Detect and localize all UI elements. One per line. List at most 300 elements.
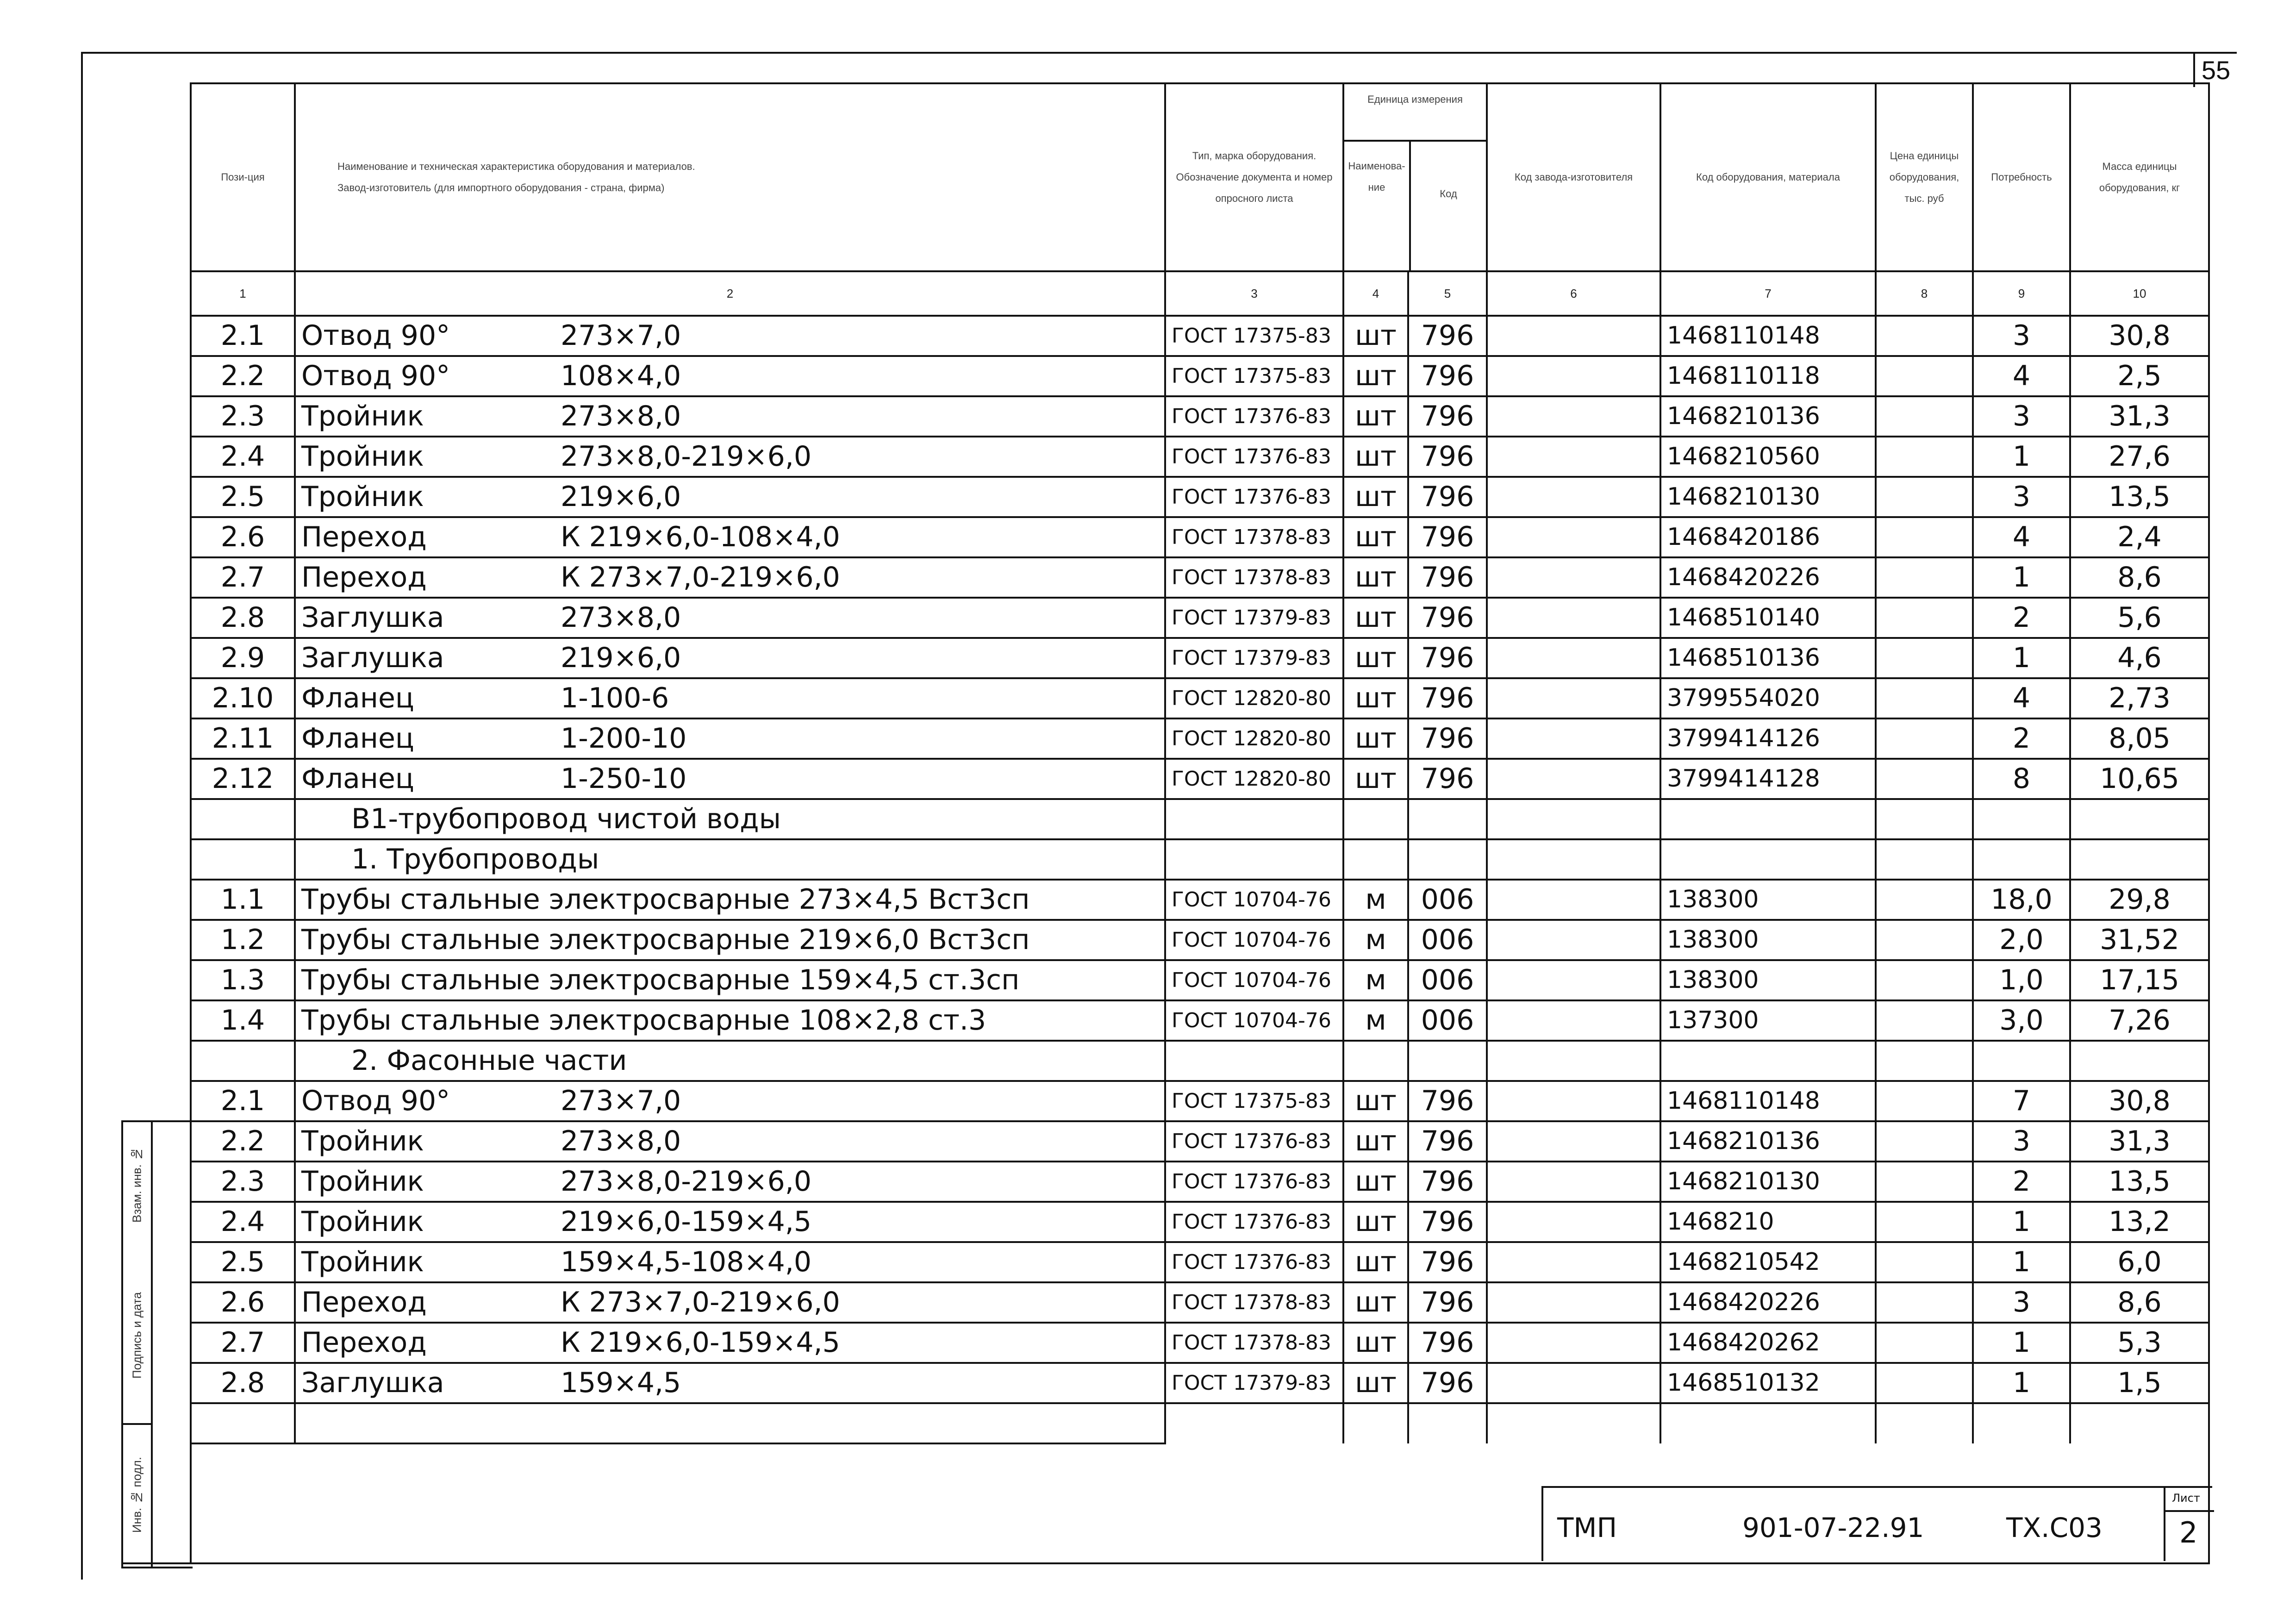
empty-cell bbox=[1487, 356, 1660, 396]
cell-pos: 2.11 bbox=[191, 718, 295, 759]
item-name-cell bbox=[295, 1162, 1165, 1202]
cell-qty: 4 bbox=[1973, 356, 2070, 396]
cell-unit: шт bbox=[1343, 1363, 1408, 1403]
cell-mass: 7,26 bbox=[2070, 1000, 2209, 1041]
empty-cell bbox=[1487, 316, 1660, 356]
empty-cell bbox=[1487, 718, 1660, 759]
empty-cell bbox=[1876, 638, 1973, 678]
item-name: Трубы стальные электросварные 273×4,5 Вст3сп bbox=[301, 883, 1030, 916]
cell-gost: ГОСТ 17376-83 bbox=[1165, 477, 1343, 517]
cell-gost: ГОСТ 17378-83 bbox=[1165, 557, 1343, 598]
sheet-label: Лист bbox=[2172, 1492, 2200, 1505]
cell-ocode: 1468420226 bbox=[1660, 557, 1876, 598]
column-number: 2 bbox=[295, 271, 1165, 316]
item-name-cell bbox=[295, 718, 1165, 759]
cell-ocode: 3799414128 bbox=[1660, 759, 1876, 799]
cell-ocode: 1468510136 bbox=[1660, 638, 1876, 678]
empty-cell bbox=[1165, 1041, 1343, 1081]
empty-cell bbox=[1487, 1081, 1660, 1121]
header-unit-group bbox=[1343, 83, 1487, 271]
cell-mass: 13,2 bbox=[2070, 1202, 2209, 1242]
cell-qty: 1 bbox=[1973, 638, 2070, 678]
cell-unit: шт bbox=[1343, 356, 1408, 396]
column-number: 9 bbox=[1973, 271, 2070, 316]
cell-gost: ГОСТ 17378-83 bbox=[1165, 1323, 1343, 1363]
item-size: К 219×6,0-159×4,5 bbox=[561, 1326, 840, 1359]
item-name-cell bbox=[295, 437, 1165, 477]
empty-cell bbox=[1487, 477, 1660, 517]
item-name-cell bbox=[295, 1323, 1165, 1363]
empty-cell bbox=[1487, 1242, 1660, 1282]
cell-code: 796 bbox=[1408, 759, 1487, 799]
empty-cell bbox=[1660, 839, 1876, 880]
empty-cell bbox=[1408, 799, 1487, 839]
cell-pos: 2.2 bbox=[191, 356, 295, 396]
cell-unit: м bbox=[1343, 880, 1408, 920]
item-size: 273×8,0 bbox=[561, 1125, 681, 1157]
empty-cell bbox=[2070, 1403, 2209, 1443]
cell-pos: 2.8 bbox=[191, 598, 295, 638]
blank-row bbox=[191, 1403, 2209, 1443]
outer-frame-top bbox=[81, 52, 2196, 54]
sheet-divider bbox=[2165, 1510, 2214, 1512]
item-name-cell bbox=[295, 880, 1165, 920]
empty-cell bbox=[191, 799, 295, 839]
cell-unit: шт bbox=[1343, 316, 1408, 356]
cell-mass: 5,3 bbox=[2070, 1323, 2209, 1363]
cell-code: 796 bbox=[1408, 1121, 1487, 1162]
item-name: Заглушка bbox=[301, 1367, 444, 1399]
cell-pos: 2.5 bbox=[191, 477, 295, 517]
empty-cell bbox=[1660, 1403, 1876, 1443]
item-name-cell bbox=[295, 477, 1165, 517]
empty-cell bbox=[1973, 839, 2070, 880]
empty-cell bbox=[1487, 880, 1660, 920]
cell-qty: 1 bbox=[1973, 437, 2070, 477]
cell-gost: ГОСТ 17378-83 bbox=[1165, 517, 1343, 557]
outer-frame-left bbox=[81, 52, 83, 1580]
cell-mass: 31,3 bbox=[2070, 1121, 2209, 1162]
item-size: 219×6,0 bbox=[561, 481, 681, 513]
item-size: 273×7,0 bbox=[561, 1085, 681, 1117]
item-name: Отвод 90° bbox=[301, 319, 450, 352]
cell-gost: ГОСТ 10704-76 bbox=[1165, 880, 1343, 920]
cell-pos: 1.3 bbox=[191, 960, 295, 1000]
cell-code: 796 bbox=[1408, 1282, 1487, 1323]
empty-cell bbox=[1487, 557, 1660, 598]
column-number: 7 bbox=[1660, 271, 1876, 316]
item-name-cell bbox=[295, 557, 1165, 598]
column-number: 6 bbox=[1487, 271, 1660, 316]
cell-ocode: 1468210136 bbox=[1660, 396, 1876, 437]
empty-cell bbox=[1487, 598, 1660, 638]
cell-unit: шт bbox=[1343, 718, 1408, 759]
title-block-doc: ТХ.С03 bbox=[2006, 1512, 2103, 1543]
cell-code: 796 bbox=[1408, 598, 1487, 638]
sheet-number: 2 bbox=[2179, 1516, 2198, 1549]
empty-cell bbox=[1973, 1041, 2070, 1081]
column-number: 1 bbox=[191, 271, 295, 316]
cell-code: 796 bbox=[1408, 1363, 1487, 1403]
title-block-prefix: ТМП bbox=[1557, 1512, 1617, 1543]
cell-unit: м bbox=[1343, 960, 1408, 1000]
empty-cell bbox=[1343, 799, 1408, 839]
item-size: 273×7,0 bbox=[561, 319, 681, 352]
cell-qty: 3 bbox=[1973, 477, 2070, 517]
empty-cell bbox=[2070, 799, 2209, 839]
cell-unit: шт bbox=[1343, 759, 1408, 799]
empty-cell bbox=[1876, 437, 1973, 477]
cell-ocode: 138300 bbox=[1660, 960, 1876, 1000]
header-mass: Масса единицы оборудования, кг bbox=[2070, 83, 2209, 271]
cell-qty: 2,0 bbox=[1973, 920, 2070, 960]
cell-qty: 1 bbox=[1973, 1323, 2070, 1363]
cell-gost: ГОСТ 12820-80 bbox=[1165, 678, 1343, 718]
item-name: Заглушка bbox=[301, 601, 444, 634]
cell-qty: 1 bbox=[1973, 1202, 2070, 1242]
table-row bbox=[191, 1323, 2209, 1363]
cell-pos: 2.7 bbox=[191, 1323, 295, 1363]
table-row bbox=[191, 960, 2209, 1000]
cell-code: 006 bbox=[1408, 960, 1487, 1000]
item-name: Фланец bbox=[301, 682, 414, 714]
column-number: 8 bbox=[1876, 271, 1973, 316]
item-size: 1-100-6 bbox=[561, 682, 669, 714]
section-row bbox=[191, 839, 2209, 880]
item-name: Тройник bbox=[301, 440, 424, 473]
cell-mass: 17,15 bbox=[2070, 960, 2209, 1000]
header-quantity: Потребность bbox=[1973, 83, 2070, 271]
cell-qty: 3 bbox=[1973, 1121, 2070, 1162]
cell-qty: 3,0 bbox=[1973, 1000, 2070, 1041]
cell-gost: ГОСТ 17376-83 bbox=[1165, 1242, 1343, 1282]
header-unit-code: Код bbox=[1440, 188, 1457, 200]
cell-qty: 4 bbox=[1973, 517, 2070, 557]
item-name: Отвод 90° bbox=[301, 1085, 450, 1117]
empty-cell bbox=[1876, 678, 1973, 718]
column-number: 4 bbox=[1343, 271, 1408, 316]
item-name: Тройник bbox=[301, 1165, 424, 1198]
cell-qty: 1 bbox=[1973, 1242, 2070, 1282]
specification-table bbox=[190, 82, 2210, 1444]
cell-code: 796 bbox=[1408, 477, 1487, 517]
cell-ocode: 137300 bbox=[1660, 1000, 1876, 1041]
column-number: 5 bbox=[1408, 271, 1487, 316]
cell-code: 796 bbox=[1408, 718, 1487, 759]
cell-ocode: 1468210 bbox=[1660, 1202, 1876, 1242]
cell-mass: 1,5 bbox=[2070, 1363, 2209, 1403]
table-row bbox=[191, 638, 2209, 678]
cell-ocode: 1468210542 bbox=[1660, 1242, 1876, 1282]
item-name-cell bbox=[295, 598, 1165, 638]
cell-qty: 3 bbox=[1973, 396, 2070, 437]
side-stamp-field: Подпись и дата bbox=[123, 1247, 151, 1425]
item-name-cell bbox=[295, 960, 1165, 1000]
empty-cell bbox=[1343, 839, 1408, 880]
item-size: 219×6,0 bbox=[561, 642, 681, 674]
empty-cell bbox=[2070, 1041, 2209, 1081]
item-name: Тройник bbox=[301, 400, 424, 432]
cell-ocode: 3799414126 bbox=[1660, 718, 1876, 759]
empty-cell bbox=[1487, 920, 1660, 960]
page-number: 55 bbox=[2193, 52, 2237, 87]
cell-unit: м bbox=[1343, 1000, 1408, 1041]
cell-pos: 2.9 bbox=[191, 638, 295, 678]
cell-ocode: 1468420186 bbox=[1660, 517, 1876, 557]
item-size: 273×8,0-219×6,0 bbox=[561, 440, 812, 473]
cell-gost: ГОСТ 17379-83 bbox=[1165, 638, 1343, 678]
empty-cell bbox=[1876, 880, 1973, 920]
table-row bbox=[191, 1162, 2209, 1202]
empty-cell bbox=[1487, 960, 1660, 1000]
item-name-cell bbox=[295, 1000, 1165, 1041]
cell-mass: 8,6 bbox=[2070, 1282, 2209, 1323]
cell-gost: ГОСТ 17376-83 bbox=[1165, 1121, 1343, 1162]
cell-mass: 5,6 bbox=[2070, 598, 2209, 638]
cell-pos: 2.7 bbox=[191, 557, 295, 598]
empty-cell bbox=[1876, 557, 1973, 598]
item-name-cell bbox=[295, 517, 1165, 557]
cell-code: 796 bbox=[1408, 356, 1487, 396]
cell-ocode: 1468110118 bbox=[1660, 356, 1876, 396]
empty-cell bbox=[1487, 1403, 1660, 1443]
item-name: Трубы стальные электросварные 219×6,0 Вст3сп bbox=[301, 924, 1030, 956]
cell-ocode: 1468210130 bbox=[1660, 1162, 1876, 1202]
table-row bbox=[191, 517, 2209, 557]
cell-code: 796 bbox=[1408, 1081, 1487, 1121]
empty-cell bbox=[1876, 960, 1973, 1000]
cell-pos: 1.1 bbox=[191, 880, 295, 920]
empty-cell bbox=[1660, 799, 1876, 839]
cell-gost: ГОСТ 12820-80 bbox=[1165, 718, 1343, 759]
cell-mass: 31,52 bbox=[2070, 920, 2209, 960]
empty-cell bbox=[1876, 1041, 1973, 1081]
cell-pos: 1.4 bbox=[191, 1000, 295, 1041]
empty-cell bbox=[1487, 839, 1660, 880]
empty-cell bbox=[1408, 839, 1487, 880]
cell-mass: 27,6 bbox=[2070, 437, 2209, 477]
empty-cell bbox=[1487, 799, 1660, 839]
empty-cell bbox=[1487, 1282, 1660, 1323]
empty-cell bbox=[1487, 1363, 1660, 1403]
header-position: Пози-ция bbox=[191, 83, 295, 271]
item-name-cell bbox=[295, 759, 1165, 799]
section-title: В1-трубопровод чистой воды bbox=[295, 799, 1165, 839]
item-size: 219×6,0-159×4,5 bbox=[561, 1206, 812, 1238]
cell-ocode: 1468210560 bbox=[1660, 437, 1876, 477]
cell-qty: 1 bbox=[1973, 1363, 2070, 1403]
item-name: Трубы стальные электросварные 108×2,8 ст.3 bbox=[301, 1004, 986, 1037]
item-name-cell bbox=[295, 1121, 1165, 1162]
item-name: Тройник bbox=[301, 1125, 424, 1157]
empty-cell bbox=[1487, 1041, 1660, 1081]
cell-ocode: 1468210130 bbox=[1660, 477, 1876, 517]
item-size: 159×4,5 bbox=[561, 1367, 681, 1399]
empty-cell bbox=[2070, 839, 2209, 880]
empty-cell bbox=[1876, 396, 1973, 437]
cell-unit: шт bbox=[1343, 1081, 1408, 1121]
cell-gost: ГОСТ 17376-83 bbox=[1165, 396, 1343, 437]
column-number: 3 bbox=[1165, 271, 1343, 316]
empty-cell bbox=[1165, 1403, 1343, 1443]
empty-cell bbox=[1343, 1403, 1408, 1443]
cell-pos: 2.5 bbox=[191, 1242, 295, 1282]
empty-cell bbox=[1876, 1162, 1973, 1202]
item-size: 273×8,0 bbox=[561, 400, 681, 432]
cell-pos: 2.4 bbox=[191, 1202, 295, 1242]
cell-ocode: 1468210136 bbox=[1660, 1121, 1876, 1162]
cell-pos: 2.12 bbox=[191, 759, 295, 799]
table-row bbox=[191, 718, 2209, 759]
table-row bbox=[191, 880, 2209, 920]
cell-gost: ГОСТ 17375-83 bbox=[1165, 356, 1343, 396]
table-row bbox=[191, 1363, 2209, 1403]
empty-cell bbox=[1487, 638, 1660, 678]
table-row bbox=[191, 437, 2209, 477]
empty-cell bbox=[1487, 1202, 1660, 1242]
cell-mass: 10,65 bbox=[2070, 759, 2209, 799]
empty-cell bbox=[1165, 799, 1343, 839]
cell-qty: 1 bbox=[1973, 557, 2070, 598]
empty-cell bbox=[1876, 517, 1973, 557]
empty-cell bbox=[1876, 839, 1973, 880]
empty-cell bbox=[1973, 799, 2070, 839]
empty-cell bbox=[1487, 437, 1660, 477]
header-name-line1: Наименование и техническая характеристика оборудования и материалов. bbox=[337, 161, 695, 172]
header-type: Тип, марка оборудования. Обозначение документа и номер опросного листа bbox=[1165, 83, 1343, 271]
cell-code: 796 bbox=[1408, 1202, 1487, 1242]
empty-cell bbox=[191, 1403, 295, 1443]
cell-gost: ГОСТ 12820-80 bbox=[1165, 759, 1343, 799]
cell-pos: 2.4 bbox=[191, 437, 295, 477]
item-name-cell bbox=[295, 396, 1165, 437]
header-name-line2: Завод-изготовитель (для импортного оборудования - страна, фирма) bbox=[337, 182, 665, 194]
empty-cell bbox=[1876, 1121, 1973, 1162]
empty-cell bbox=[1487, 396, 1660, 437]
cell-gost: ГОСТ 17375-83 bbox=[1165, 316, 1343, 356]
section-title: 2. Фасонные части bbox=[295, 1041, 1165, 1081]
item-name: Фланец bbox=[301, 722, 414, 755]
section-row bbox=[191, 799, 2209, 839]
side-stamp-field: Взам. инв. № bbox=[130, 1147, 144, 1223]
item-name: Тройник bbox=[301, 1206, 424, 1238]
title-block bbox=[1541, 1486, 2212, 1561]
empty-cell bbox=[1876, 1081, 1973, 1121]
cell-code: 006 bbox=[1408, 880, 1487, 920]
table-row bbox=[191, 920, 2209, 960]
cell-unit: шт bbox=[1343, 557, 1408, 598]
item-size: 1-200-10 bbox=[561, 722, 687, 755]
cell-gost: ГОСТ 10704-76 bbox=[1165, 920, 1343, 960]
cell-code: 796 bbox=[1408, 396, 1487, 437]
section-row bbox=[191, 1041, 2209, 1081]
cell-code: 796 bbox=[1408, 316, 1487, 356]
item-name: Отвод 90° bbox=[301, 360, 450, 392]
frame-bottom bbox=[121, 1562, 2210, 1564]
item-name: Тройник bbox=[301, 481, 424, 513]
cell-gost: ГОСТ 10704-76 bbox=[1165, 1000, 1343, 1041]
empty-cell bbox=[1876, 477, 1973, 517]
empty-cell bbox=[295, 1403, 1165, 1443]
cell-mass: 4,6 bbox=[2070, 638, 2209, 678]
empty-cell bbox=[1876, 316, 1973, 356]
cell-mass: 6,0 bbox=[2070, 1242, 2209, 1282]
empty-cell bbox=[1487, 1323, 1660, 1363]
item-size: 273×8,0 bbox=[561, 601, 681, 634]
cell-ocode: 1468110148 bbox=[1660, 1081, 1876, 1121]
item-name-cell bbox=[295, 1081, 1165, 1121]
table-row bbox=[191, 356, 2209, 396]
empty-cell bbox=[1487, 1162, 1660, 1202]
cell-unit: шт bbox=[1343, 477, 1408, 517]
table-row bbox=[191, 557, 2209, 598]
cell-qty: 18,0 bbox=[1973, 880, 2070, 920]
cell-pos: 2.6 bbox=[191, 1282, 295, 1323]
empty-cell bbox=[1876, 718, 1973, 759]
table-row bbox=[191, 1282, 2209, 1323]
cell-mass: 2,73 bbox=[2070, 678, 2209, 718]
cell-qty: 2 bbox=[1973, 1162, 2070, 1202]
cell-qty: 8 bbox=[1973, 759, 2070, 799]
cell-code: 796 bbox=[1408, 1242, 1487, 1282]
empty-cell bbox=[1876, 356, 1973, 396]
cell-code: 796 bbox=[1408, 557, 1487, 598]
cell-ocode: 1468420262 bbox=[1660, 1323, 1876, 1363]
cell-unit: шт bbox=[1343, 1282, 1408, 1323]
cell-gost: ГОСТ 17379-83 bbox=[1165, 1363, 1343, 1403]
cell-unit: шт bbox=[1343, 1323, 1408, 1363]
empty-cell bbox=[1876, 1323, 1973, 1363]
cell-mass: 2,5 bbox=[2070, 356, 2209, 396]
table-row bbox=[191, 396, 2209, 437]
cell-unit: шт bbox=[1343, 1202, 1408, 1242]
item-size: К 273×7,0-219×6,0 bbox=[561, 561, 840, 593]
empty-cell bbox=[191, 1041, 295, 1081]
item-name: Фланец bbox=[301, 762, 414, 795]
item-size: К 219×6,0-108×4,0 bbox=[561, 521, 840, 553]
item-name-cell bbox=[295, 1363, 1165, 1403]
cell-mass: 30,8 bbox=[2070, 1081, 2209, 1121]
item-size: 1-250-10 bbox=[561, 762, 687, 795]
header-price: Цена единицы оборудования, тыс. руб bbox=[1876, 83, 1973, 271]
cell-ocode: 138300 bbox=[1660, 920, 1876, 960]
cell-mass: 30,8 bbox=[2070, 316, 2209, 356]
title-block-project: 901-07-22.91 bbox=[1742, 1512, 1924, 1543]
table-row bbox=[191, 1000, 2209, 1041]
table-row bbox=[191, 598, 2209, 638]
cell-gost: ГОСТ 10704-76 bbox=[1165, 960, 1343, 1000]
cell-unit: шт bbox=[1343, 1121, 1408, 1162]
cell-unit: шт bbox=[1343, 517, 1408, 557]
item-name-cell bbox=[295, 678, 1165, 718]
cell-code: 796 bbox=[1408, 437, 1487, 477]
cell-mass: 8,05 bbox=[2070, 718, 2209, 759]
item-name: Заглушка bbox=[301, 642, 444, 674]
cell-unit: шт bbox=[1343, 678, 1408, 718]
cell-gost: ГОСТ 17378-83 bbox=[1165, 1282, 1343, 1323]
empty-cell bbox=[1343, 1041, 1408, 1081]
item-name-cell bbox=[295, 1202, 1165, 1242]
cell-mass: 13,5 bbox=[2070, 1162, 2209, 1202]
cell-ocode: 1468510132 bbox=[1660, 1363, 1876, 1403]
cell-qty: 3 bbox=[1973, 316, 2070, 356]
header-unit-title: Единица измерения bbox=[1344, 84, 1486, 142]
empty-cell bbox=[1876, 1363, 1973, 1403]
cell-qty: 3 bbox=[1973, 1282, 2070, 1323]
empty-cell bbox=[1487, 1000, 1660, 1041]
empty-cell bbox=[1876, 759, 1973, 799]
table-row bbox=[191, 1202, 2209, 1242]
